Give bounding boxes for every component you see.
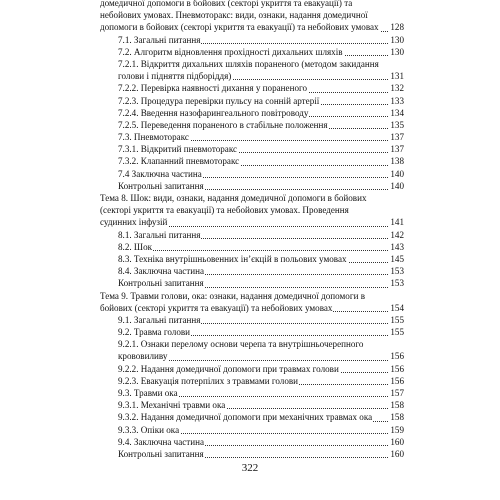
toc-entry-title: Тема 8. Шок: види, ознаки, надання домедичної допомоги в бойових [100,193,367,203]
toc-entry-page: 160 [390,436,404,447]
dot-leader [118,250,404,251]
toc-entry [100,82,404,94]
toc-entry [100,399,404,411]
toc-entry [100,375,404,387]
toc-entry-page: 134 [390,107,404,118]
toc-entry-page: 145 [390,253,404,264]
toc-entry [100,192,404,204]
toc-entry-title: 7.2.4. Введення назофарингеального повітроводу [118,107,309,118]
toc-entry [100,155,404,167]
toc-entry-page: 159 [390,424,404,435]
toc-entry [100,119,404,131]
toc-entry [100,107,404,119]
toc-entry [100,448,404,460]
toc-entry-page: 158 [390,412,404,423]
table-of-contents [100,0,404,460]
toc-entry-page: 130 [390,34,404,45]
toc-entry-title: Контрольні запитання [118,180,204,191]
toc-entry-page: 138 [390,156,404,167]
toc-entry-title: 9.1. Загальні питання [118,314,201,325]
toc-entry-page: 156 [390,363,404,374]
toc-entry-page: 131 [390,71,404,82]
toc-entry-title: 9.2.3. Евакуація потерпілих з травмами голови [118,375,299,386]
toc-entry-page: 154 [390,302,404,313]
toc-entry-page: 156 [390,351,404,362]
toc-entry-page: 137 [390,132,404,143]
toc-entry-title: 7.1. Загальні питання [118,34,201,45]
toc-entry [100,253,404,265]
toc-entry-title: 7.2.5. Переведення пораненого в стабільне положення [118,119,328,130]
toc-entry-title: 7.2.1. Відкриття дихальних шляхів пораненого (методом закидання [118,58,379,69]
toc-entry-title: допомоги в бойових (секторі укриття та евакуації) та небойових умовах [100,22,379,33]
toc-entry-title: 8.1. Загальні питання [118,229,201,240]
toc-entry [100,21,404,33]
toc-entry-title: (секторі укриття та евакуації) та небойових умовах. Проведення [100,205,349,216]
toc-entry-page: 137 [390,144,404,155]
toc-entry [100,326,404,338]
toc-entry [100,265,404,277]
toc-entry-title: судинних інфузій [100,217,168,228]
toc-entry-title: 7.3.2. Клапанний пневмоторакс [118,156,240,167]
toc-entry-title: 9.2.2. Надання домедичної допомоги при травмах голови [118,363,339,374]
toc-entry-title: 8.2. Шок [118,241,153,252]
toc-entry-title: 8.4. Заключна частина [118,266,205,277]
toc-entry-page: 140 [390,180,404,191]
toc-entry [100,229,404,241]
toc-entry [100,46,404,58]
toc-entry-page: 143 [390,241,404,252]
toc-entry-page: 155 [390,314,404,325]
toc-entry-title: 9.3.1. Механічні травми ока [118,400,226,411]
toc-entry-title: 9.4. Заключна частина [118,436,205,447]
toc-entry-title: 8.3. Техніка внутрішньовенних ін’єкцій в польових умовах [118,253,347,264]
toc-entry [100,168,404,180]
toc-entry-title: 7.2. Алгоритм відновлення прохідності дихальних шляхів [118,46,343,57]
toc-entry [100,143,404,155]
toc-entry-page: 130 [390,46,404,57]
toc-entry [100,216,404,228]
toc-entry [100,436,404,448]
toc-entry [100,34,404,46]
toc-entry-title: Тема 9. Травми голови, ока: ознаки, надання домедичної допомоги в [100,290,366,301]
toc-entry [100,9,404,21]
toc-entry-title: голови і підняття підборіддя) [118,71,232,82]
toc-entry-page: 157 [390,388,404,398]
toc-entry-title: домедичної допомоги в бойових (секторі укриття та евакуації) та [100,0,353,8]
toc-entry-page: 155 [390,327,404,338]
toc-entry-title: 9.2. Травма голови [118,327,191,338]
toc-entry-page: 132 [390,83,404,94]
toc-entry-page: 141 [390,217,404,228]
page-number: 322 [241,462,259,474]
toc-entry-title: 7.4 Заключна частина [118,168,202,179]
toc-entry [100,95,404,107]
toc-entry-title: 7.3. Пневмоторакс [118,132,189,143]
toc-entry-title: бойових (секторі укриття та евакуації) та небойових умовах [100,302,333,313]
toc-entry-title: небойових умовах. Пневмоторакс: види, ознаки, надання домедичної [100,10,368,21]
toc-entry-title: Контрольні запитання [118,448,204,459]
toc-entry-page: 135 [390,119,404,130]
toc-entry [100,241,404,253]
toc-entry-page: 128 [390,22,404,33]
toc-entry [100,350,404,362]
toc-entry [100,411,404,423]
toc-entry [100,58,404,70]
toc-entry-title: Контрольні запитання [118,278,204,289]
toc-entry-title: 9.3. Травми ока [118,388,178,398]
toc-entry [100,180,404,192]
toc-entry-title: 9.3.3. Опіки ока [118,424,180,435]
toc-entry [100,314,404,326]
toc-entry-title: 7.2.2. Перевірка наявності дихання у пораненого [118,83,308,94]
toc-entry-page: 153 [390,278,404,289]
toc-entry-page: 156 [390,375,404,386]
toc-entry-title: 9.2.1. Ознаки перелому основи черепа та внутрішньочерепного [118,339,364,350]
toc-entry-title: 7.2.3. Процедура перевірки пульсу на сонній артерії [118,95,320,106]
toc-entry [100,0,404,9]
toc-entry [100,277,404,289]
toc-entry [100,387,404,399]
toc-entry [100,424,404,436]
toc-entry-title: 7.3.1. Відкритий пневмоторакс [118,144,238,155]
toc-entry [100,302,404,314]
toc-entry-page: 140 [390,168,404,179]
toc-entry [100,204,404,216]
toc-entry-page: 160 [390,448,404,459]
toc-entry-title: крововиливу [118,351,168,362]
toc-entry-page: 142 [390,229,404,240]
toc-entry-title: 9.3.2. Надання домедичної допомоги при механічних травмах ока [118,412,373,423]
toc-entry-page: 158 [390,400,404,411]
toc-entry [100,70,404,82]
toc-entry [100,290,404,302]
toc-entry [100,338,404,350]
toc-entry [100,131,404,143]
toc-entry [100,363,404,375]
toc-entry-page: 153 [390,266,404,277]
toc-entry-page: 133 [390,95,404,106]
